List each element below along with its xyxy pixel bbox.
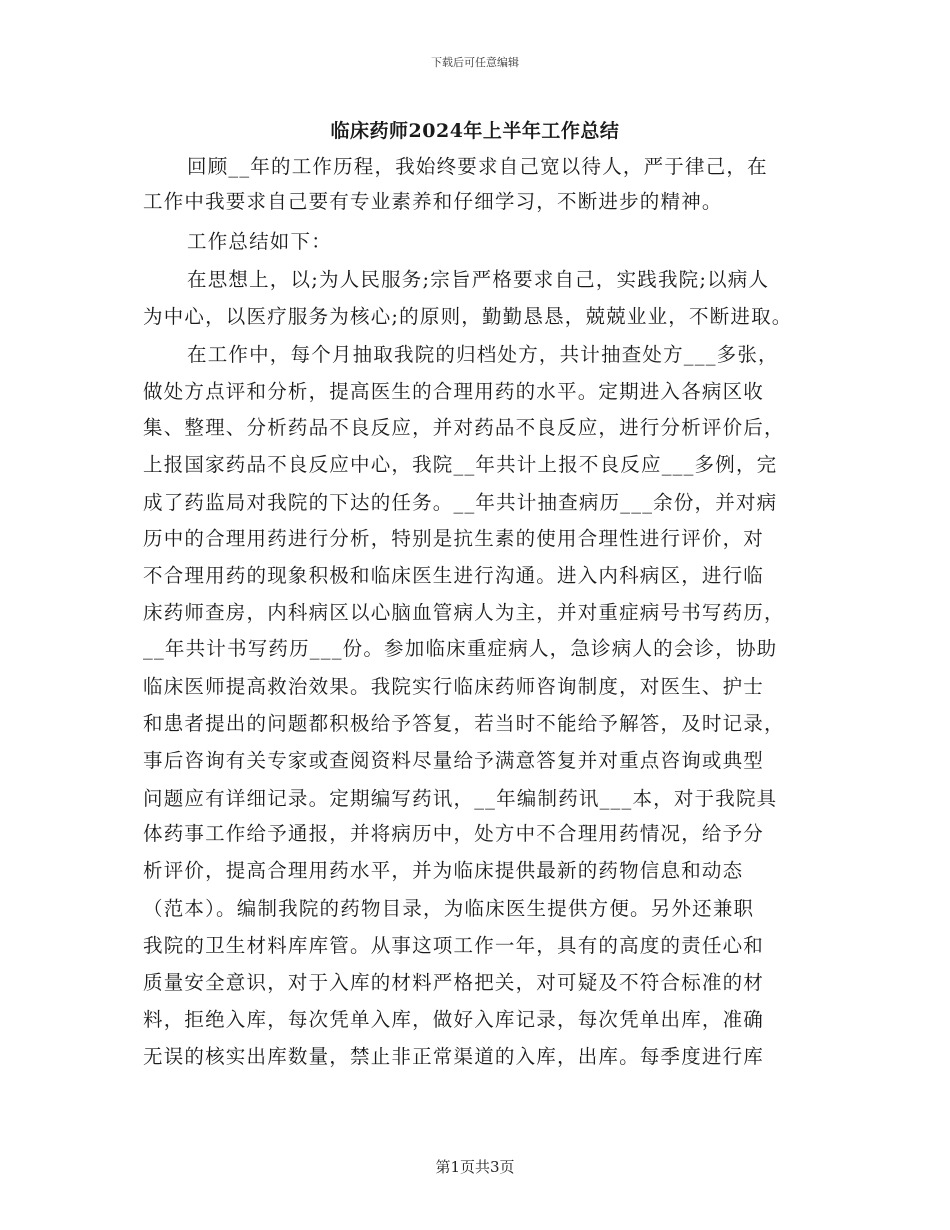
body-line: 我院的卫生材料库库管。从事这项工作一年，具有的高度的责任心和 <box>143 934 765 957</box>
body-line: 回顾__年的工作历程，我始终要求自己宽以待人，严于律己，在 <box>187 155 768 178</box>
body-line: 无误的核实出库数量，禁止非正常渠道的入库，出库。每季度进行库 <box>143 1045 765 1068</box>
body-line: 质量安全意识，对于入库的材料严格把关，对可疑及不符合标准的材 <box>143 971 765 994</box>
body-line: __年共计书写药历___份。参加临床重症病人，急诊病人的会诊，协助 <box>143 637 778 660</box>
document-title: 临床药师2024年上半年工作总结 <box>330 120 620 142</box>
body-line: 历中的合理用药进行分析，特别是抗生素的使用合理性进行评价，对 <box>143 527 765 550</box>
body-line: 料，拒绝入库，每次凭单入库，做好入库记录，每次凭单出库，准确 <box>143 1008 765 1031</box>
body-line: 不合理用药的现象积极和临床医生进行沟通。进入内科病区，进行临 <box>143 564 765 587</box>
body-line: 成了药监局对我院的下达的任务。__年共计抽查病历___余份，并对病 <box>143 491 778 514</box>
body-line: 上报国家药品不良反应中心，我院__年共计上报不良反应___多例，完 <box>143 453 778 476</box>
body-line: 集、整理、分析药品不良反应，并对药品不良反应，进行分析评价后， <box>143 416 785 439</box>
body-line: 在工作中，每个月抽取我院的归档处方，共计抽查处方___多张， <box>187 343 779 366</box>
body-line: 和患者提出的问题都积极给予答复，若当时不能给予解答，及时记录， <box>143 712 785 735</box>
body-line: 床药师查房，内科病区以心脑血管病人为主，并对重症病号书写药历， <box>143 601 785 624</box>
body-line: 体药事工作给予通报，并将病历中，处方中不合理用药情况，给予分 <box>143 822 765 845</box>
page-header-note: 下载后可任意编辑 <box>431 56 519 69</box>
body-line: 工作中我要求自己要有专业素养和仔细学习，不断进步的精神。 <box>143 190 723 213</box>
body-line: 问题应有详细记录。定期编写药讯，__年编制药讯___本，对于我院具 <box>143 787 778 810</box>
body-line: （范本）。编制我院的药物目录，为临床医生提供方便。另外还兼职 <box>143 897 755 920</box>
body-line: 析评价，提高合理用药水平，并为临床提供最新的药物信息和动态 <box>143 859 744 882</box>
body-line: 事后咨询有关专家或查阅资料尽量给予满意答复并对重点咨询或典型 <box>143 749 765 772</box>
body-line: 工作总结如下： <box>187 230 332 253</box>
body-line: 为中心，以医疗服务为核心;的原则，勤勤恳恳，兢兢业业，不断进取。 <box>143 305 793 328</box>
body-line: 做处方点评和分析，提高医生的合理用药的水平。定期进入各病区收 <box>143 380 765 403</box>
page-number: 第1页共3页 <box>435 1158 515 1176</box>
body-line: 在思想上，以;为人民服务;宗旨严格要求自己，实践我院;以病人 <box>187 268 770 291</box>
body-line: 临床医师提高救治效果。我院实行临床药师咨询制度，对医生、护士 <box>143 675 765 698</box>
